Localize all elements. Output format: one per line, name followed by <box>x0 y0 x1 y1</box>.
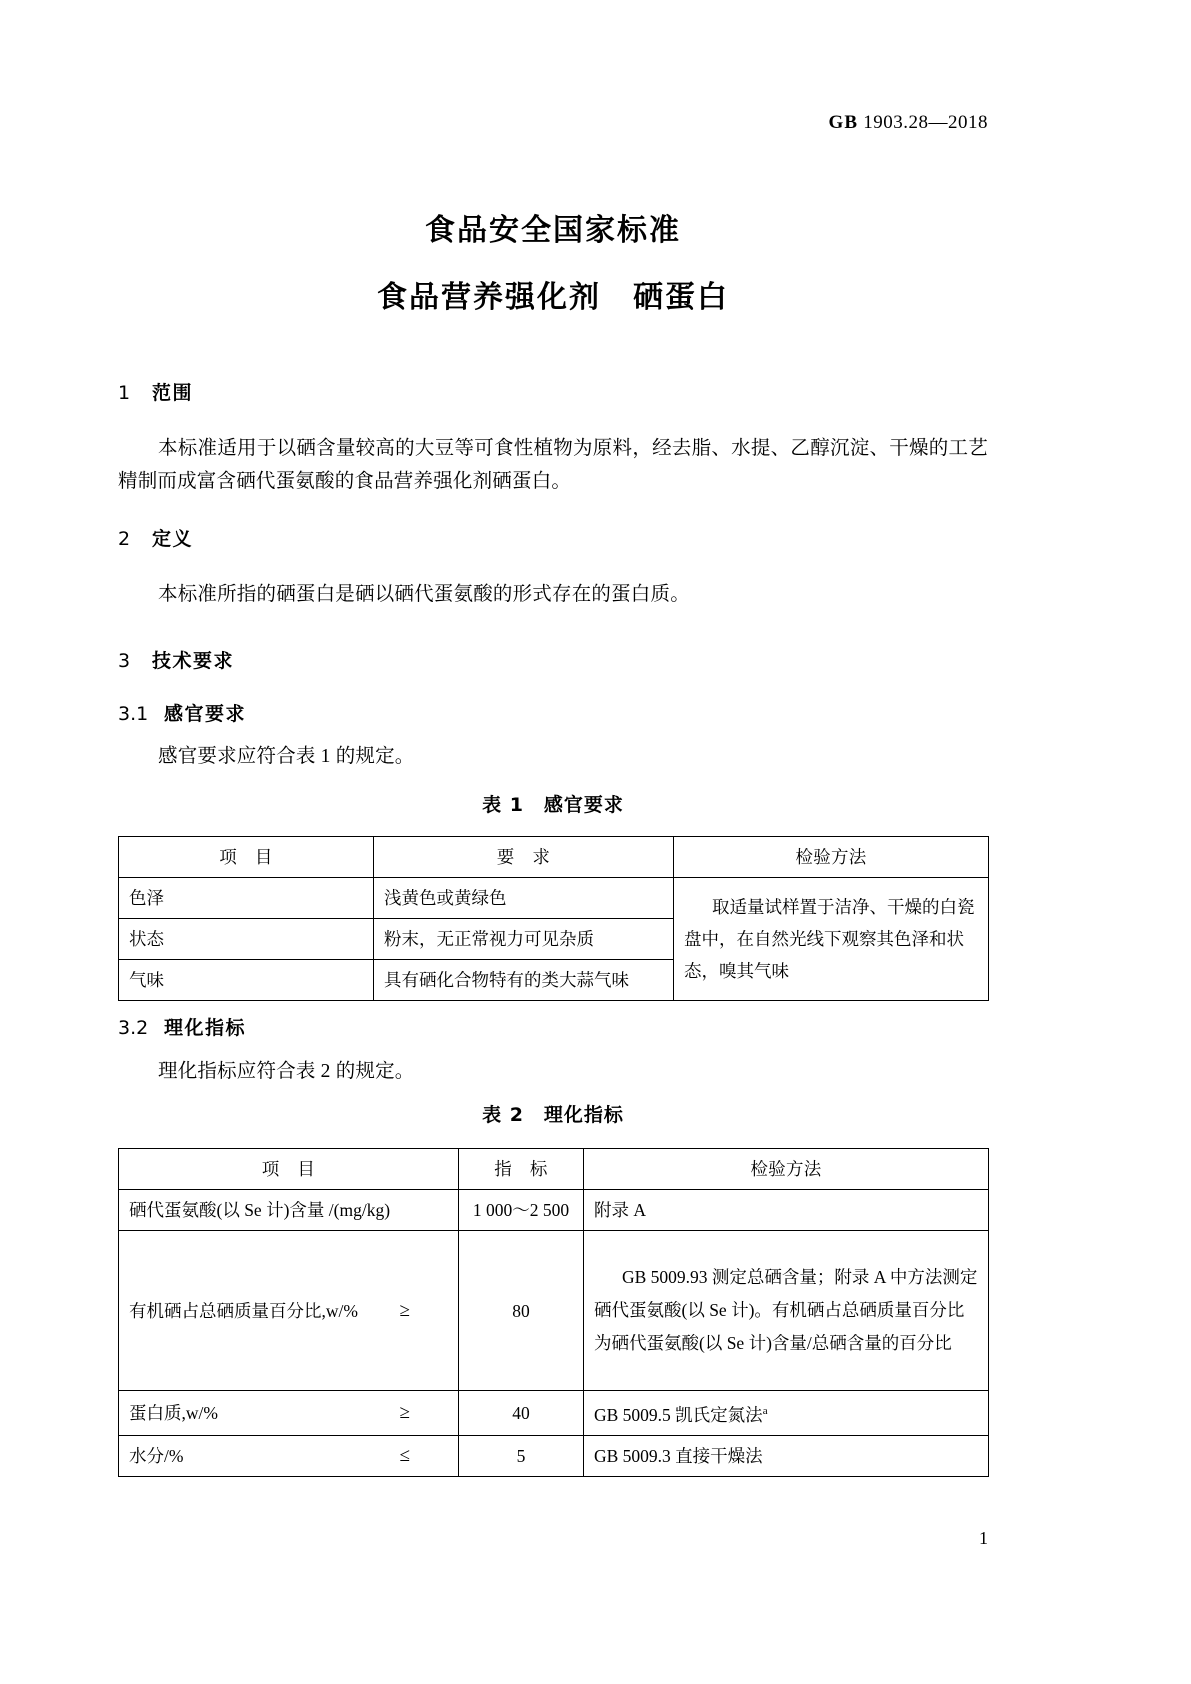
section-3-1-title: 感官要求 <box>164 703 247 725</box>
table-1-r2-item: 气味 <box>119 960 374 1001</box>
section-3-2-body: 理化指标应符合表 2 的规定。 <box>158 1061 415 1082</box>
table-2-r2-method <box>584 1391 989 1436</box>
heading-section-3-2 <box>118 1013 246 1040</box>
table-row <box>119 878 989 919</box>
table-row <box>119 1435 989 1476</box>
table-1-header-item: 项 目 <box>119 837 374 878</box>
table-2-r0-item <box>119 1190 459 1231</box>
table-2-r1-item <box>119 1231 459 1391</box>
section-1-body: 本标准适用于以硒含量较高的大豆等可食性植物为原料，经去脂、水提、乙醇沉淀、干燥的工艺精制而成富含硒代蛋氨酸的食品营养强化剂硒蛋白。 <box>118 438 988 492</box>
table-2-header-index: 指 标 <box>459 1149 584 1190</box>
table-1-method-text: 取适量试样置于洁净、干燥的白瓷盘中，在自然光线下观察其色泽和状态，嗅其气味 <box>684 897 975 981</box>
section-1-number: 1 <box>118 382 131 404</box>
table-1-r2-requirement: 具有硒化合物特有的类大蒜气味 <box>374 960 674 1001</box>
heading-section-3 <box>118 646 234 673</box>
table-1-header-requirement: 要 求 <box>374 837 674 878</box>
heading-section-1 <box>118 378 193 405</box>
table-2-caption: 表 2 理化指标 <box>482 1104 624 1126</box>
section-3-1-number: 3.1 <box>118 703 149 725</box>
table-row <box>119 1231 989 1391</box>
table-2-physicochemical-indices <box>118 1148 989 1477</box>
section-2-body: 本标准所指的硒蛋白是硒以硒代蛋氨酸的形式存在的蛋白质。 <box>158 584 690 605</box>
section-3-1-body: 感官要求应符合表 1 的规定。 <box>158 746 415 767</box>
standard-prefix: GB <box>828 112 858 133</box>
table-2-r1-operator: ≥ <box>399 1299 410 1321</box>
table-2-r2-item-text: 蛋白质,w/% <box>129 1402 218 1423</box>
table-2-r0-item-text: 硒代蛋氨酸(以 Se 计)含量 /(mg/kg) <box>129 1200 391 1220</box>
document-title-line2: 食品营养强化剂 硒蛋白 <box>377 280 729 315</box>
table-2-header-method: 检验方法 <box>584 1149 989 1190</box>
section-3-number: 3 <box>118 650 131 672</box>
standard-number: 1903.28—2018 <box>863 112 988 133</box>
table-2-r2-operator: ≥ <box>399 1401 410 1423</box>
table-2-r3-method: GB 5009.3 直接干燥法 <box>584 1435 989 1476</box>
table-1-caption: 表 1 感官要求 <box>482 794 624 816</box>
table-2-r3-item-text: 水分/% <box>129 1445 184 1466</box>
table-2-r2-method-note: a <box>762 1405 768 1417</box>
page-number: 1 <box>979 1528 988 1548</box>
document-title-line1: 食品安全国家标准 <box>425 213 681 248</box>
table-2-r1-method-text: GB 5009.93 测定总硒含量；附录 A 中方法测定硒代蛋氨酸(以 Se 计)。有机硒占总硒质量百分比为硒代蛋氨酸(以 Se 计)含量/总硒含量的百分比 <box>594 1267 978 1353</box>
table-2-r2-method-text: GB 5009.5 凯氏定氮法 <box>594 1404 763 1425</box>
table-1-r1-item: 状态 <box>119 919 374 960</box>
table-1-r0-requirement: 浅黄色或黄绿色 <box>374 878 674 919</box>
table-1-r1-requirement: 粉末，无正常视力可见杂质 <box>374 919 674 960</box>
section-1-title: 范围 <box>152 382 194 404</box>
table-2-header-row <box>119 1149 989 1190</box>
table-2-r3-operator: ≤ <box>399 1444 410 1466</box>
table-1-sensory-requirements <box>118 836 989 1001</box>
page-content <box>118 0 988 1684</box>
table-2-r1-method <box>584 1231 989 1391</box>
standard-header <box>829 112 988 134</box>
section-2-title: 定义 <box>152 528 194 550</box>
table-2-r3-item <box>119 1435 459 1476</box>
table-2-r0-index: 1 000～2 500 <box>459 1190 584 1231</box>
heading-section-2 <box>118 524 193 551</box>
table-2-r2-index: 40 <box>459 1391 584 1436</box>
section-3-title: 技术要求 <box>152 650 235 672</box>
table-2-r0-method: 附录 A <box>584 1190 989 1231</box>
section-2-number: 2 <box>118 528 131 550</box>
table-1-header-row <box>119 837 989 878</box>
table-1-header-method: 检验方法 <box>674 837 989 878</box>
table-2-r1-item-text: 有机硒占总硒质量百分比,w/% <box>129 1300 358 1321</box>
table-2-header-item: 项 目 <box>119 1149 459 1190</box>
table-2-r2-item <box>119 1391 459 1436</box>
heading-section-3-1 <box>118 699 246 726</box>
section-3-2-title: 理化指标 <box>164 1017 247 1039</box>
table-2-r3-index: 5 <box>459 1435 584 1476</box>
table-row <box>119 1391 989 1436</box>
table-1-method-cell <box>674 878 989 1001</box>
table-1-r0-item: 色泽 <box>119 878 374 919</box>
table-2-r1-index: 80 <box>459 1231 584 1391</box>
section-3-2-number: 3.2 <box>118 1017 149 1039</box>
table-row <box>119 1190 989 1231</box>
